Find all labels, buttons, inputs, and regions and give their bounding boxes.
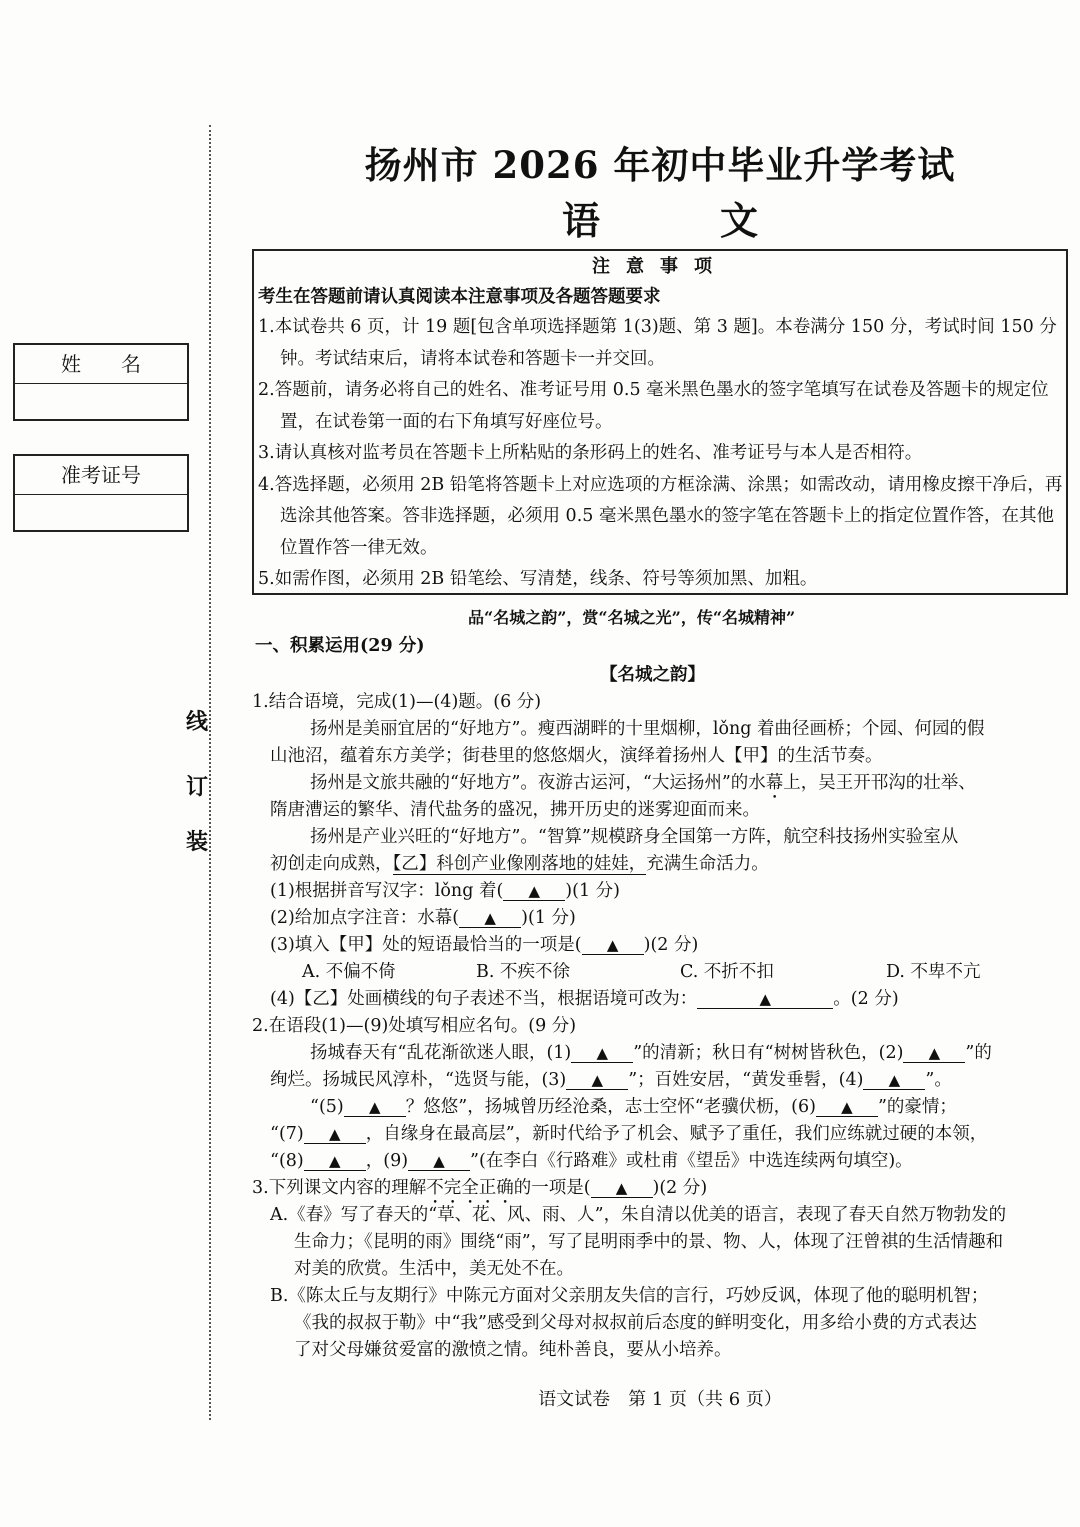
q2-blank-9[interactable]: ▲ (408, 1152, 470, 1171)
notice-subheading: 考生在答题前请认真阅读本注意事项及各题答题要求 (258, 287, 661, 307)
q1-sub3-score: )(2 分) (643, 935, 699, 955)
q1-sub1-blank[interactable]: ▲ (503, 882, 565, 901)
q2-line4-text-b: ，自缘身在最高层”，新时代给予了机会、赋予了重任，我们应练就过硬的本领， (365, 1124, 988, 1144)
q3-option-a-line1[interactable]: A.《春》写了春天的“草、花、风、雨、人”，朱自清以优美的语言，表现了春天自然万物勃发的 (270, 1205, 1007, 1225)
binding-char-zhuang: 装 (186, 830, 209, 855)
q2-line5-text-c: ”(在李白《行路难》或杜甫《望岳》中选连续两句填空)。 (470, 1151, 913, 1171)
q1-stem: 1.结合语境，完成(1)—(4)题。(6 分) (252, 692, 542, 712)
q2-blank-3[interactable]: ▲ (566, 1071, 628, 1090)
q1-option-c[interactable]: C. 不折不扣 (680, 962, 774, 982)
q1-para1-line1: 扬州是美丽宜居的“好地方”。瘦西湖畔的十里烟柳，lǒng 着曲径画桥；个园、何园的假 (310, 719, 985, 739)
binding-char-xian: 线 (186, 710, 209, 735)
q1-para3-text: 初创走向成熟， (270, 854, 393, 874)
q2-line4-text-a: “(7) (270, 1124, 304, 1144)
q1-para1-line2: 山池沼，蕴着东方美学；街巷里的悠悠烟火，演绎着扬州人【甲】的生活节奏。 (270, 746, 883, 766)
notice-item-3: 3.请认真核对监考员在答题卡上所粘贴的条形码上的姓名、准考证号与本人是否相符。 (258, 443, 923, 463)
q2-line1 (310, 1039, 992, 1064)
q1-dotted-char: 幕 (765, 773, 784, 793)
q3-stem-text: 3.下列课文内容的理解 (252, 1178, 427, 1198)
exam-id-box[interactable] (13, 454, 189, 532)
q2-blank-7[interactable]: ▲ (304, 1125, 366, 1144)
name-box[interactable] (13, 343, 189, 421)
q1-sub1 (270, 877, 620, 902)
page-footer: 语文试卷 第 1 页（共 6 页） (538, 1389, 782, 1410)
q1-sub3 (270, 931, 698, 956)
q2-line1-text-c: ”的 (965, 1043, 992, 1063)
q1-sub1-score: )(1 分) (565, 881, 620, 901)
binding-dotted-line (209, 125, 211, 1420)
notice-item-1: 1.本试卷共 6 页，计 19 题[包含单项选择题第 1(3)题、第 3 题]。本卷满分 150 分，考试时间 150 分钟。考试结束后，请将本试卷和答题卡一并交回。 (258, 317, 1057, 369)
q1-para3-line1: 扬州是产业兴旺的“好地方”。“智算”规模跻身全国第一方阵，航空科技扬州实验室从 (310, 827, 959, 847)
name-label: 姓 名 (15, 345, 187, 384)
binding-char-ding: 订 (186, 775, 209, 800)
q3-stem-score: )(2 分) (652, 1178, 708, 1198)
q3-option-b-line3: 了对父母嫌贫爱富的激愤之情。纯朴善良，要从小培养。 (294, 1340, 732, 1360)
q2-blank-6[interactable]: ▲ (816, 1098, 878, 1117)
q3-option-a-line3: 对美的欣赏。生活中，美无处不在。 (294, 1259, 574, 1279)
q3-option-a-line2: 生命力；《昆明的雨》围绕“雨”，写了昆明雨季中的景、物、人，体现了汪曾祺的生活情趣和 (294, 1232, 1004, 1252)
q2-line4 (270, 1120, 987, 1145)
q3-stem-text-b: 的一项是( (513, 1178, 591, 1198)
q2-line3-text-a: “(5) (310, 1097, 344, 1117)
q3-option-b-line1[interactable]: B.《陈太丘与友期行》中陈元方面对父亲朋友失信的言行，巧妙反讽，体现了他的聪明机智； (270, 1286, 989, 1306)
q1-sub1-text: (1)根据拼音写汉字：lǒng 着( (270, 881, 504, 901)
q2-blank-1[interactable]: ▲ (571, 1044, 633, 1063)
q2-line2-text-b: ”；百姓安居，“黄发垂髫，(4) (628, 1070, 864, 1090)
q3-option-b-line2: 《我的叔叔于勒》中“我”感受到父母对叔叔前后态度的鲜明变化，用多给小费的方式表达 (294, 1313, 977, 1333)
q2-line1-text-a: 扬城春天有“乱花渐欲迷人眼，(1) (310, 1043, 572, 1063)
subject-title: 语文 (561, 198, 878, 243)
q1-underlined-sentence: 【乙】科创产业像刚落地的娃娃， (392, 854, 647, 874)
section-heading: 一、积累运用(29 分) (255, 636, 425, 656)
q1-para2-text-b: 上，吴王开邗沟的壮举、 (783, 773, 976, 793)
q1-option-d[interactable]: D. 不卑不亢 (886, 962, 981, 982)
q1-sub2-text: (2)给加点字注音：水幕( (270, 908, 460, 928)
q3-dotted-words: 不完全正确 (426, 1178, 514, 1198)
q2-line2-text-c: ”。 (925, 1070, 952, 1090)
q2-line3-text-c: ”的豪情； (877, 1097, 957, 1117)
q2-blank-4[interactable]: ▲ (863, 1071, 925, 1090)
notice-item-4: 4.答选择题，必须用 2B 铅笔将答题卡上对应选项的方框涂满、涂黑；如需改动，请用橡皮擦干净后，再选涂其他答案。答非选择题，必须用 0.5 毫米黑色墨水的签字笔在答题卡上的指定位置作答，在其他位置作答一律无效。 (258, 474, 1063, 558)
exam-id-label: 准考证号 (15, 456, 187, 495)
q2-line1-text-b: ”的清新；秋日有“树树皆秋色，(2) (633, 1043, 904, 1063)
notice-heading: 注意事项 (592, 256, 728, 277)
q2-line5-text-a: “(8) (270, 1151, 304, 1171)
q2-line2 (270, 1066, 952, 1091)
notice-item-5: 5.如需作图，必须用 2B 铅笔绘、写清楚，线条、符号等须加黑、加粗。 (258, 569, 818, 589)
q1-sub4-score: 。(2 分) (833, 989, 899, 1009)
page-title: 扬州市 2026 年初中毕业升学考试 (364, 143, 956, 187)
sub-heading: 【名城之韵】 (600, 665, 705, 685)
q1-sub2-blank[interactable]: ▲ (459, 909, 521, 928)
q2-line5 (270, 1147, 913, 1172)
q2-blank-8[interactable]: ▲ (304, 1152, 366, 1171)
q1-para3-line2 (270, 850, 769, 875)
q2-blank-5[interactable]: ▲ (344, 1098, 406, 1117)
q1-sub3-blank[interactable]: ▲ (582, 936, 644, 955)
q2-line3-text-b: ？悠悠”，扬城曾历经沧桑，志士空怀“老骥伏枥，(6) (405, 1097, 816, 1117)
q2-line3 (310, 1093, 957, 1118)
theme-line: 品“名城之韵”，赏“名城之光”，传“名城精神” (468, 608, 796, 627)
q1-para3-text-end: 充满生命活力。 (646, 854, 769, 874)
q1-option-a[interactable]: A. 不偏不倚 (302, 962, 396, 982)
q1-para2-line2: 隋唐漕运的繁华、清代盐务的盛况，拂开历史的迷雾迎面而来。 (270, 800, 760, 820)
q1-sub2-score: )(1 分) (521, 908, 576, 928)
notice-item-2: 2.答题前，请务必将自己的姓名、准考证号用 0.5 毫米黑色墨水的签字笔填写在试卷及答题卡的规定位置，在试卷第一面的右下角填写好座位号。 (258, 380, 1049, 432)
q1-para2-text-a: 扬州是文旅共融的“好地方”。夜游古运河，“大运扬州”的水 (310, 773, 766, 793)
q2-stem: 2.在语段(1)—(9)处填写相应名句。(9 分) (252, 1016, 577, 1036)
q1-sub4-blank[interactable]: ▲ (697, 990, 833, 1009)
q2-line5-text-b: ，(9) (365, 1151, 409, 1171)
q1-sub2 (270, 904, 576, 929)
q3-blank[interactable]: ▲ (591, 1179, 653, 1198)
q1-option-b[interactable]: B. 不疾不徐 (476, 962, 570, 982)
q1-sub4 (270, 985, 899, 1010)
q2-blank-2[interactable]: ▲ (903, 1044, 965, 1063)
notice-box (252, 249, 1068, 595)
q1-sub4-text: (4)【乙】处画横线的句子表述不当，根据语境可改为： (270, 989, 698, 1009)
q1-sub3-text: (3)填入【甲】处的短语最恰当的一项是( (270, 935, 582, 955)
q2-line2-text-a: 绚烂。扬城民风淳朴，“选贤与能，(3) (270, 1070, 567, 1090)
